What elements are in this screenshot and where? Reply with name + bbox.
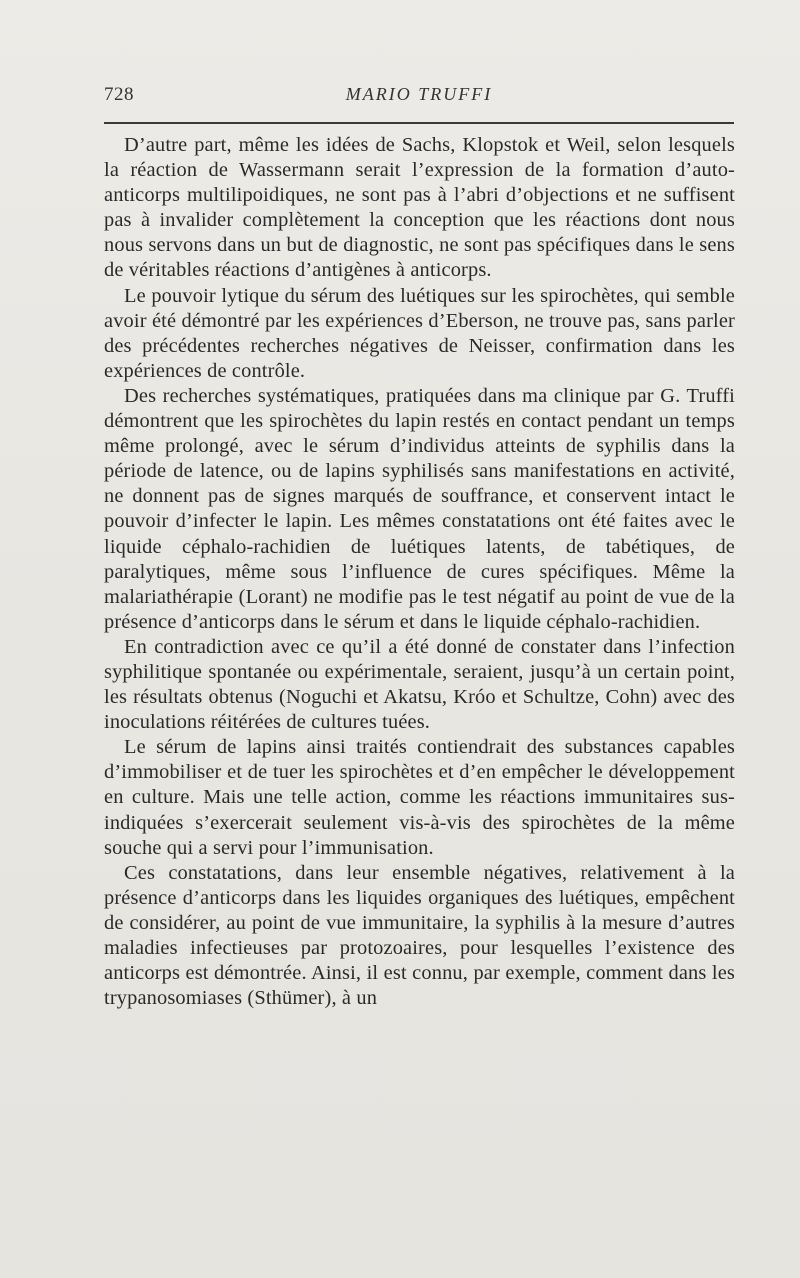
page-number: 728 xyxy=(104,84,134,105)
paragraph: Des recherches systématiques, pratiquées dans ma clinique par G. Truffi démontrent que les spirochètes du lapin restés en contact pendant un temps même prolongé, avec le sérum d’individus atteints de syphilis dans la période de latence, ou de lapins syphilisés sans manifestations en activité, ne donnent pas de signes marqués de souffrance, et conservent intact le pouvoir d’infecter le lapin. Les mêmes constatations ont été faites avec le liquide céphalo-rachidien de luétiques latents, de tabétiques, de paralytiques, même sous l’influence de cures spécifiques. Même la malariathérapie (Lorant) ne modifie pas le test négatif au point de vue de la présence d’anticorps dans le sérum et dans le liquide céphalo-rachidien. xyxy=(104,384,735,633)
running-title: MARIO TRUFFI xyxy=(345,84,493,104)
paragraph: Le pouvoir lytique du sérum des luétiques sur les spirochètes, qui semble avoir été démontré par les expériences d’Eberson, ne trouve pas, sans parler des précédentes recherches négatives de Neisser, confirmation dans les expériences de contrôle. xyxy=(104,284,735,382)
header-rule xyxy=(104,122,734,124)
running-head xyxy=(104,84,734,112)
paragraph: D’autre part, même les idées de Sachs, Klopstok et Weil, selon lesquels la réaction de Wassermann serait l’expression de la formation d’auto-anticorps multilipoidiques, ne sont pas à l’abri d’objections et ne suffisent pas à invalider complètement la conception que les réactions dont nous nous servons dans un but de diagnostic, ne sont pas spécifiques dans le sens de véritables réactions d’antigènes à anticorps. xyxy=(104,134,735,282)
paragraph: Ces constatations, dans leur ensemble négatives, relativement à la présence d’anticorps dans les liquides organiques des luétiques, empêchent de considérer, au point de vue immunitaire, la syphilis à la mesure d’autres maladies infectieuses par protozoaires, pour lesquelles l’existence des anticorps est démontrée. Ainsi, il est connu, par exemple, comment dans les trypanosomiases (Sthümer), à un xyxy=(104,861,735,1010)
paragraph: Le sérum de lapins ainsi traités contiendrait des substances capables d’immobiliser et de tuer les spirochètes et d’en empêcher le développement en culture. Mais une telle action, comme les réactions immunitaires sus-indiquées s’exercerait seulement vis-à-vis des spirochètes de la même souche qui a servi pour l’immunisation. xyxy=(104,736,735,859)
paragraph: En contradiction avec ce qu’il a été donné de constater dans l’infection syphilitique spontanée ou expérimentale, seraient, jusqu’à un certain point, les résultats obtenus (Noguchi et Akatsu, Króo et Schultze, Cohn) avec des inoculations réitérées de cultures tuées. xyxy=(104,635,735,734)
body-text xyxy=(104,133,735,1011)
